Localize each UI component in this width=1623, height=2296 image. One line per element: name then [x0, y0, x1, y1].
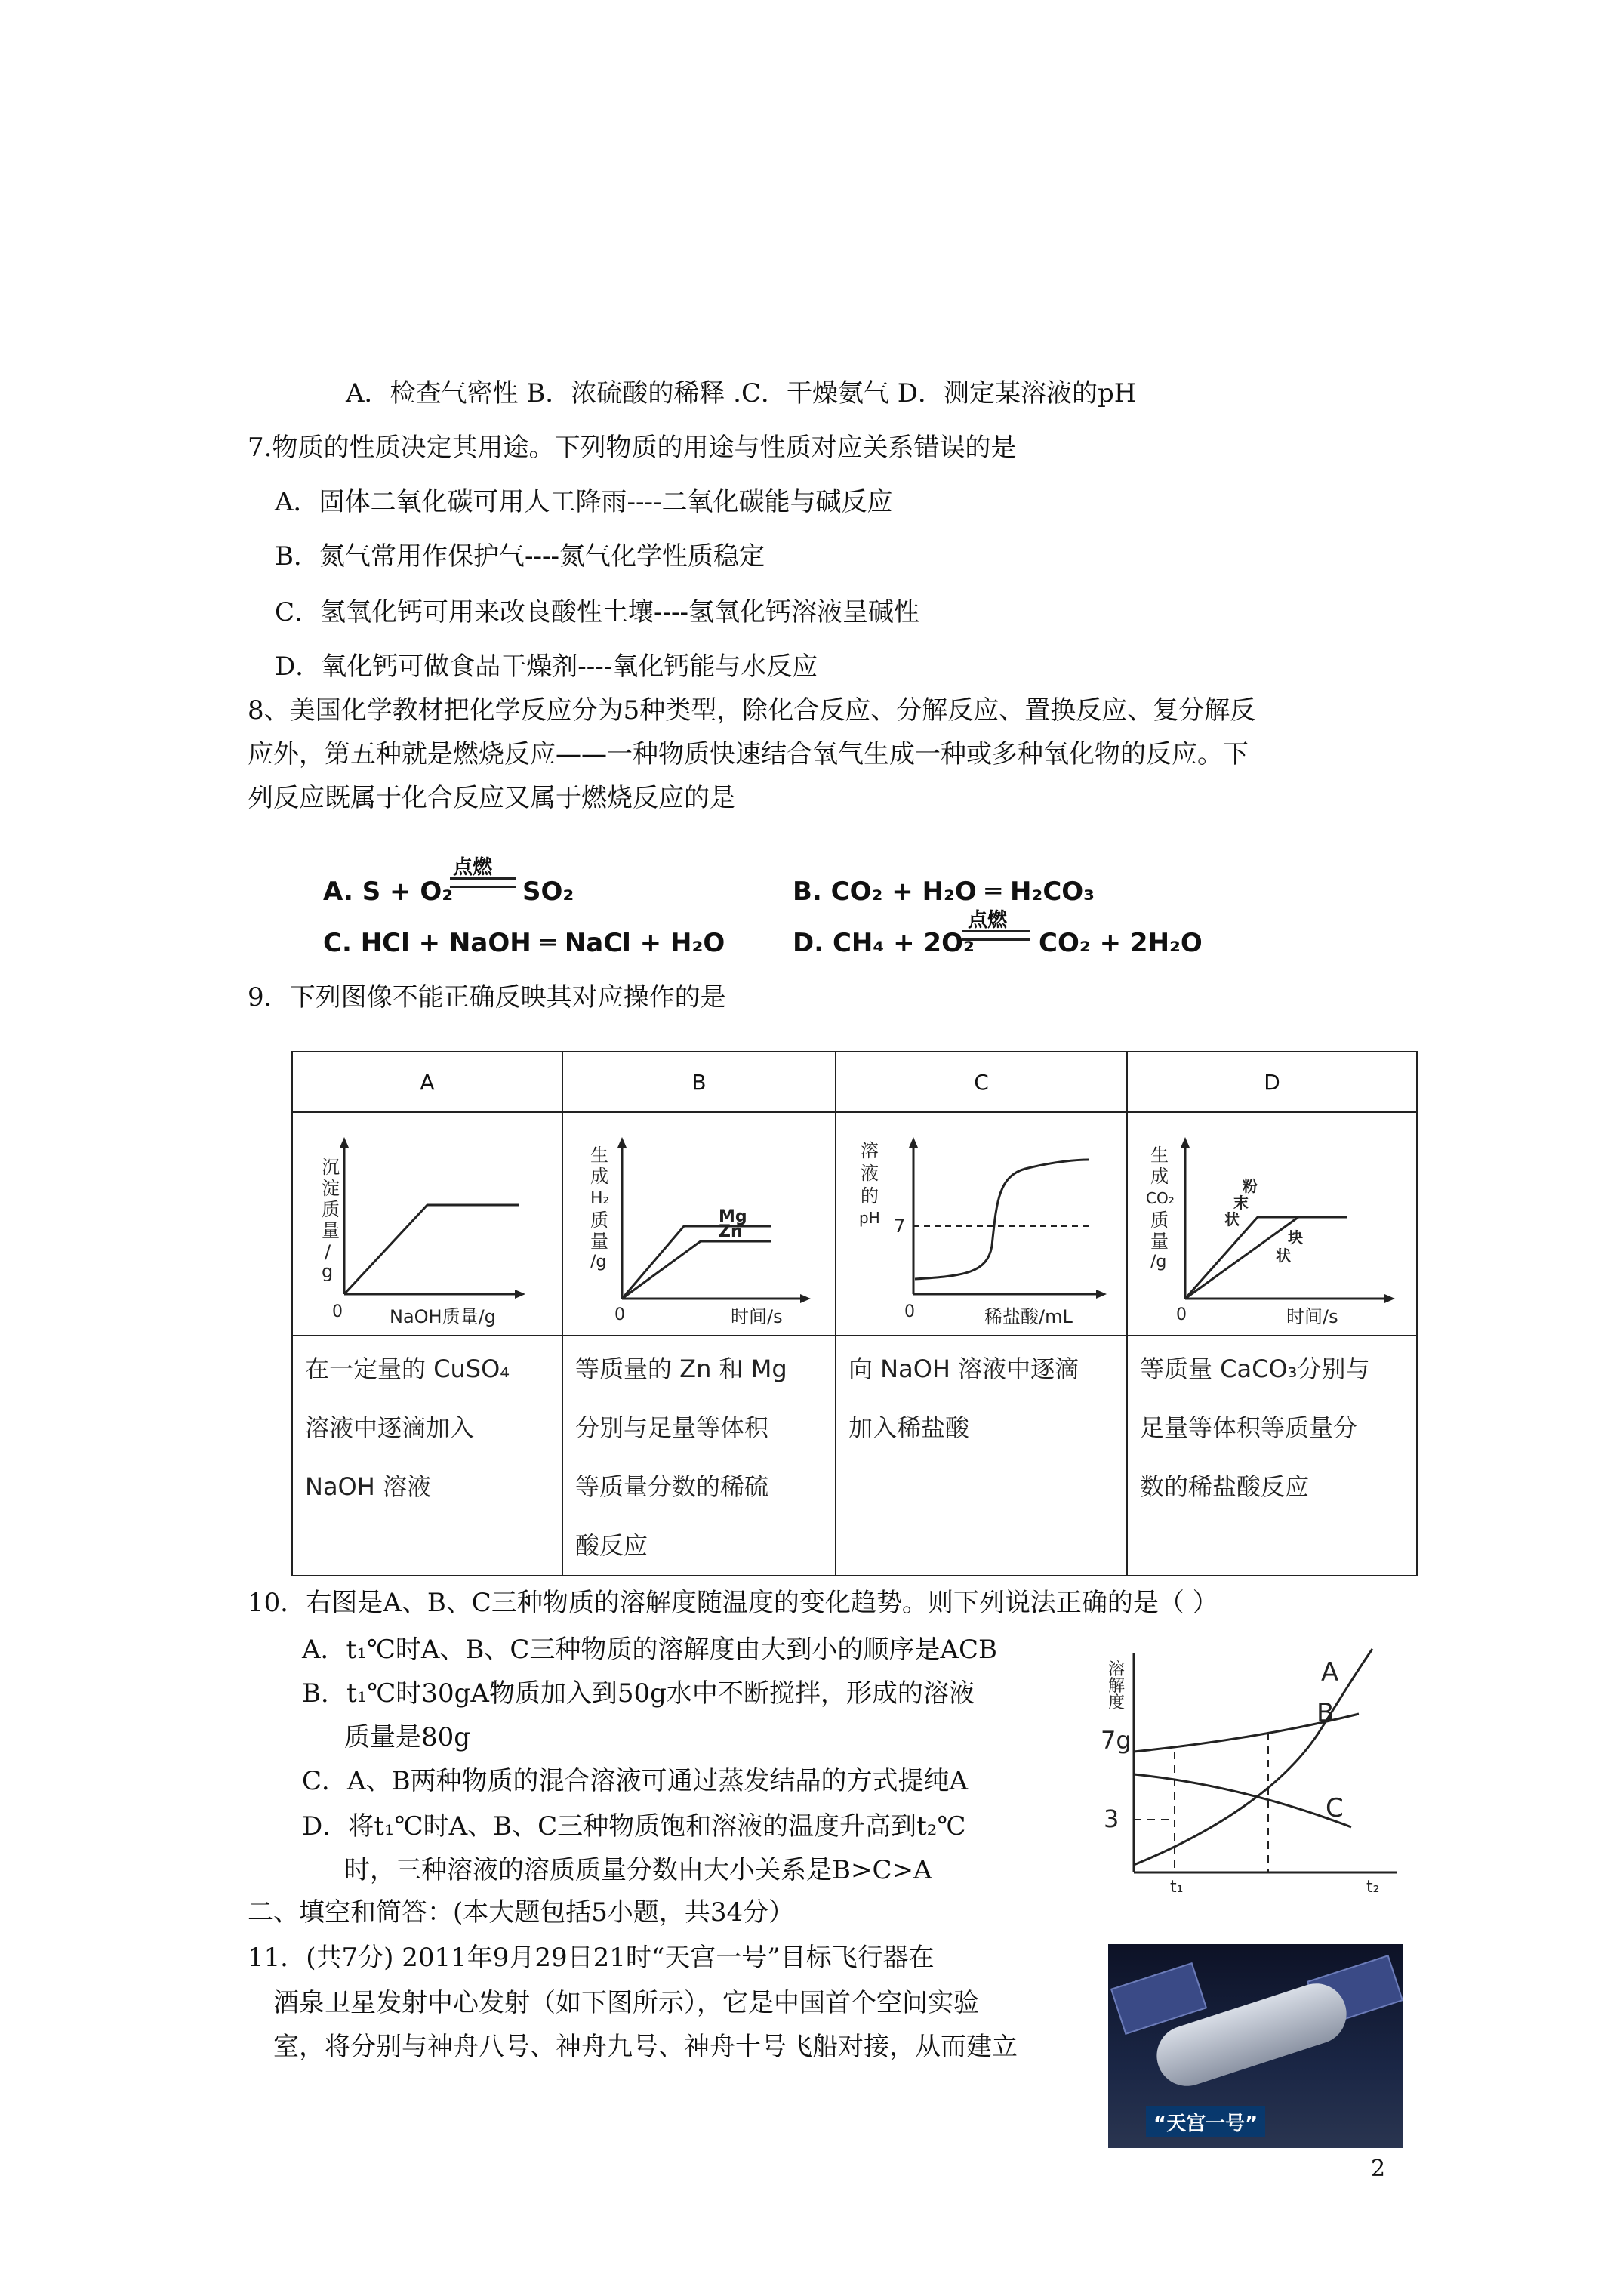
graph-b-zn-label: Zn	[719, 1222, 743, 1241]
q10-label-c: C	[1326, 1793, 1344, 1823]
q10-label-a: A	[1321, 1657, 1339, 1687]
equation-a-arrow	[450, 877, 516, 888]
q10-tick-3: 3	[1104, 1804, 1119, 1833]
q8-line-3: 列反应既属于化合反应又属于燃烧反应的是	[248, 783, 735, 813]
graph-c-curve	[915, 1160, 1089, 1279]
graph-b-mg-label: Mg	[719, 1207, 747, 1226]
graph-b-ylabel-3: H₂	[590, 1189, 610, 1208]
graph-c-xlabel: 稀盐酸/mL	[984, 1306, 1073, 1327]
q9-stem: 9．下列图像不能正确反映其对应操作的是	[248, 982, 726, 1012]
equation-a-product: SO₂	[522, 877, 574, 907]
equation-a-reactants: A. S + O₂	[323, 877, 454, 907]
q9-desc-a	[292, 1336, 562, 1576]
q10-ylabel-2: 解	[1108, 1677, 1126, 1696]
equation-a-condition: 点燃	[453, 856, 493, 879]
q10-option-c: C．A、B两种物质的混合溶液可通过蒸发结晶的方式提纯A	[302, 1766, 969, 1796]
q10-option-a: A．t₁℃时A、B、C三种物质的溶解度由大到小的顺序是ACB	[302, 1635, 997, 1665]
q10-ylabel-1: 溶	[1108, 1660, 1126, 1679]
graph-c-ylabel-1: 溶	[861, 1140, 879, 1161]
graph-c-ylabel-2: 液	[861, 1163, 879, 1184]
graph-b-ylabel-1: 生	[590, 1145, 608, 1166]
equation-b: B. CO₂ + H₂O ═ H₂CO₃	[793, 877, 1095, 907]
graph-b-xlabel: 时间/s	[731, 1306, 783, 1327]
q10-tick-7g: 7g	[1101, 1726, 1132, 1755]
graph-d-origin: 0	[1176, 1305, 1187, 1324]
q9-desc-b-line-4: 酸反应	[575, 1531, 648, 1560]
q9-graph-d-cell	[1127, 1112, 1417, 1336]
q9-desc-b-line-3: 等质量分数的稀硫	[575, 1472, 769, 1501]
graph-d-ylabel-4: 质	[1150, 1210, 1169, 1231]
graph-a-line	[344, 1205, 519, 1294]
graph-d-ylabel-3: CO₂	[1146, 1189, 1175, 1207]
q10-solubility-graph	[1095, 1638, 1412, 1895]
graph-b-ylabel-4: 质	[590, 1210, 608, 1231]
graph-d-ylabel-1: 生	[1150, 1145, 1169, 1166]
graph-c-ylabel-3: 的	[861, 1185, 879, 1207]
equation-d-reactants: D. CH₄ + 2O₂	[793, 928, 975, 958]
graph-d-block-label-2: 状	[1276, 1247, 1291, 1265]
q9-graph-d	[1128, 1113, 1415, 1332]
graph-d-powder-label-3: 状	[1224, 1210, 1240, 1228]
q8-line-2: 应外，第五种就是燃烧反应——一种物质快速结合氧气生成一种或多种氧化物的反应。下	[248, 739, 1249, 769]
q10-option-b-2: 质量是80g	[344, 1722, 471, 1752]
q11-line-2: 酒泉卫星发射中心发射（如下图所示），它是中国首个空间实验	[273, 1988, 979, 2018]
graph-d-ylabel-6: /g	[1150, 1253, 1167, 1271]
q8-line-1: 8、美国化学教材把化学反应分为5种类型，除化合反应、分解反应、置换反应、复分解反	[248, 695, 1256, 726]
q9-desc-a-line-1: 在一定量的 CuSO₄	[305, 1354, 510, 1383]
q9-graph-b-cell	[562, 1112, 836, 1336]
q7-option-b: B．氮气常用作保护气----氮气化学性质稳定	[275, 541, 765, 572]
graph-b-ylabel-2: 成	[590, 1166, 608, 1187]
graph-a-xlabel: NaOH质量/g	[390, 1306, 496, 1327]
graph-c-origin: 0	[904, 1302, 915, 1321]
q7-option-d: D．氧化钙可做食品干燥剂----氧化钙能与水反应	[275, 652, 818, 682]
q10-label-b: B	[1317, 1698, 1335, 1728]
photo-caption: “天宫一号”	[1146, 2106, 1265, 2137]
page-number: 2	[1371, 2156, 1386, 2182]
q7-option-a: A．固体二氧化碳可用人工降雨----二氧化碳能与碱反应	[275, 487, 893, 517]
graph-a-ylabel-6: g	[322, 1261, 334, 1282]
q9-desc-a-line-3: NaOH 溶液	[305, 1472, 431, 1501]
graph-b-ylabel-6: /g	[590, 1253, 607, 1271]
q9-desc-c	[836, 1336, 1127, 1576]
graph-c-level: 7	[894, 1216, 906, 1237]
q9-header-b: B	[562, 1052, 836, 1112]
q6-options: A．检查气密性 B．浓硫酸的稀释 .C．干燥氨气 D．测定某溶液的pH	[346, 378, 1137, 408]
q10-t2: t₂	[1366, 1878, 1380, 1895]
graph-b-mg-line	[622, 1226, 771, 1299]
graph-d-powder-label-2: 末	[1233, 1194, 1249, 1212]
graph-a-ylabel-2: 淀	[322, 1178, 340, 1199]
q10-stem: 10．右图是A、B、C三种物质的溶解度随温度的变化趋势。则下列说法正确的是（ ）	[248, 1588, 1218, 1618]
equation-d-arrow	[962, 930, 1030, 941]
q9-desc-d-line-2: 足量等体积等质量分	[1140, 1413, 1358, 1442]
q9-desc-d-line-1: 等质量 CaCO₃分别与	[1140, 1354, 1370, 1383]
graph-a-ylabel-5: /	[325, 1241, 331, 1262]
q9-graph-a-cell	[292, 1112, 562, 1336]
q11-line-3: 室，将分别与神舟八号、神舟九号、神舟十号飞船对接，从而建立	[273, 2032, 1018, 2062]
graph-d-powder-line	[1185, 1217, 1347, 1299]
graph-a-ylabel-1: 沉	[322, 1157, 340, 1178]
tiangong-photo	[1108, 1944, 1403, 2148]
q9-table	[291, 1051, 1418, 1576]
q10-ylabel-3: 度	[1108, 1693, 1126, 1712]
graph-d-xlabel: 时间/s	[1286, 1306, 1338, 1327]
equation-d-condition: 点燃	[968, 909, 1008, 932]
graph-d-block-label-1: 块	[1288, 1228, 1303, 1247]
q9-header-d: D	[1127, 1052, 1417, 1112]
q10-t1: t₁	[1170, 1878, 1184, 1895]
graph-c-ylabel-4: pH	[859, 1209, 880, 1227]
q9-header-a: A	[292, 1052, 562, 1112]
section-2-heading: 二、填空和简答：(本大题包括5小题，共34分）	[248, 1897, 795, 1928]
q7-option-c: C．氢氧化钙可用来改良酸性土壤----氢氧化钙溶液呈碱性	[275, 597, 919, 627]
q9-desc-d	[1127, 1336, 1417, 1576]
q9-graph-c-cell	[836, 1112, 1127, 1336]
q9-desc-b	[562, 1336, 836, 1576]
q9-header-c: C	[836, 1052, 1127, 1112]
graph-d-powder-label-1: 粉	[1243, 1177, 1258, 1195]
q9-desc-a-line-2: 溶液中逐滴加入	[305, 1413, 475, 1442]
q10-option-d-1: D．将t₁℃时A、B、C三种物质饱和溶液的温度升高到t₂℃	[302, 1811, 966, 1841]
graph-a-origin: 0	[332, 1302, 343, 1321]
equation-d-product: CO₂ + 2H₂O	[1039, 928, 1203, 958]
q10-option-d-2: 时，三种溶液的溶质质量分数由大小关系是B>C>A	[344, 1855, 932, 1885]
q11-line-1: 11．(共7分) 2011年9月29日21时“天宫一号”目标飞行器在	[248, 1943, 935, 1973]
q9-desc-c-line-1: 向 NaOH 溶液中逐滴	[848, 1354, 1079, 1383]
q9-graph-b	[563, 1113, 833, 1332]
graph-b-zn-line	[622, 1241, 771, 1299]
graph-b-ylabel-5: 量	[590, 1231, 608, 1252]
graph-a-ylabel-3: 质	[322, 1199, 340, 1220]
q7-stem: 7.物质的性质决定其用途。下列物质的用途与性质对应关系错误的是	[248, 433, 1017, 463]
q9-desc-c-line-2: 加入稀盐酸	[848, 1413, 970, 1442]
graph-b-origin: 0	[614, 1305, 625, 1324]
q9-desc-b-line-1: 等质量的 Zn 和 Mg	[575, 1354, 787, 1383]
q9-graph-c	[836, 1113, 1125, 1332]
q9-desc-b-line-2: 分别与足量等体积	[575, 1413, 769, 1442]
q9-graph-a	[293, 1113, 560, 1332]
q10-option-b-1: B．t₁℃时30gA物质加入到50g水中不断搅拌，形成的溶液	[302, 1678, 975, 1709]
graph-a-ylabel-4: 量	[322, 1220, 340, 1241]
q9-desc-d-line-3: 数的稀盐酸反应	[1140, 1472, 1310, 1501]
equation-c: C. HCl + NaOH ═ NaCl + H₂O	[323, 928, 725, 958]
graph-d-ylabel-2: 成	[1150, 1166, 1169, 1187]
graph-d-ylabel-5: 量	[1150, 1231, 1169, 1252]
